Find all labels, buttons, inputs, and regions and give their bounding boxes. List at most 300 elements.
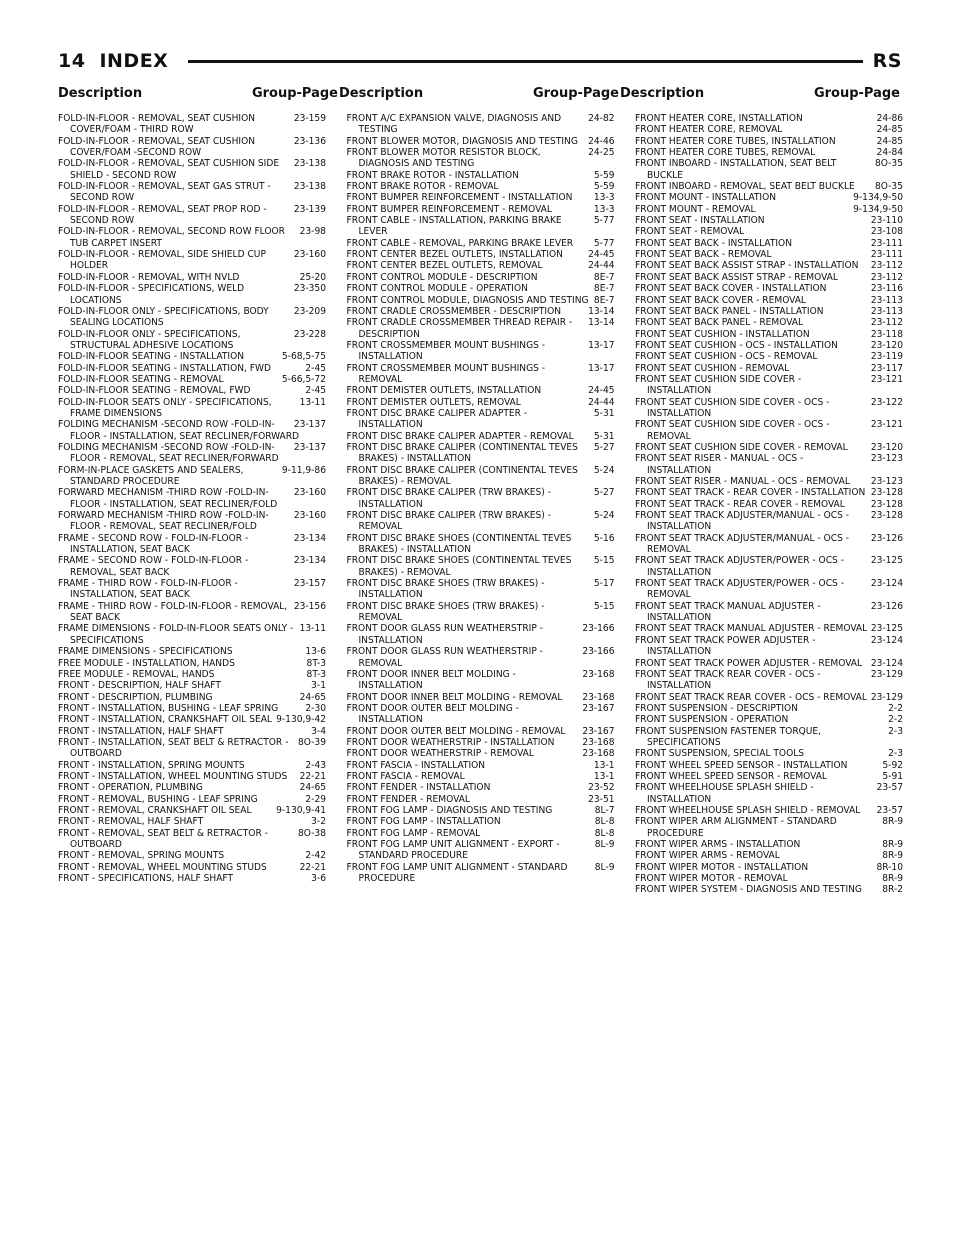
index-entry [635, 374, 903, 397]
entry-page-ref: 23-121 [870, 373, 903, 385]
entry-page-ref: 23-123 [870, 453, 903, 465]
entry-page-ref: 23-57 [876, 782, 903, 794]
entry-page-ref: 5-59 [593, 169, 615, 181]
index-entry [58, 555, 326, 578]
entry-page-ref: 23-138 [293, 181, 326, 193]
index-entry [347, 510, 615, 533]
entry-page-ref: 5-16 [593, 532, 615, 544]
index-entry [347, 839, 615, 862]
index-entry [635, 340, 903, 351]
entry-description: FOLD-IN-FLOOR SEATING - INSTALLATION [58, 351, 245, 363]
index-entry [58, 805, 326, 816]
entry-description: FRONT FENDER - INSTALLATION [346, 782, 491, 794]
entry-page-ref: 24-85 [876, 135, 903, 147]
index-entry [347, 669, 615, 692]
entry-page-ref: 5-27 [593, 441, 615, 453]
entry-description: FRONT WHEELHOUSE SPLASH SHIELD - REMOVAL [635, 804, 861, 816]
index-entry [58, 113, 326, 136]
index-entry [347, 442, 615, 465]
entry-page-ref: 9-134,9-50 [853, 203, 903, 215]
entry-description: FRONT - REMOVAL, WHEEL MOUNTING STUDS [58, 861, 267, 873]
entry-description: FORWARD MECHANISM -THIRD ROW -FOLD-IN-FLOOR - INSTALLATION, SEAT RECLINER/FOLD [58, 487, 278, 510]
group-page-heading: Group-Page [813, 86, 900, 101]
index-columns [58, 113, 903, 1228]
column-heading [339, 86, 619, 101]
entry-description: FRONT HEATER CORE, INSTALLATION [635, 113, 803, 124]
entry-description: FRONT CONTROL MODULE - DESCRIPTION [346, 271, 538, 283]
entry-description: FRONT SUSPENSION, SPECIAL TOOLS [635, 748, 805, 760]
entry-page-ref: 8R-2 [882, 884, 903, 896]
index-entry [635, 862, 903, 873]
index-entry [635, 317, 903, 328]
index-entry [58, 397, 326, 420]
index-entry [58, 306, 326, 329]
entry-page-ref: 23-112 [870, 260, 903, 272]
index-entry [58, 158, 326, 181]
index-entry [635, 816, 903, 839]
entry-description: FRONT FOG LAMP - DIAGNOSIS AND TESTING [346, 804, 553, 816]
index-entry [58, 873, 326, 884]
entry-description: FRONT SEAT - REMOVAL [635, 226, 745, 238]
index-entry [635, 771, 903, 782]
index-entry [347, 272, 615, 283]
entry-page-ref: 23-128 [870, 498, 903, 510]
entry-description: FRONT SEAT TRACK MANUAL ADJUSTER - REMOVAL [635, 623, 868, 635]
entry-page-ref: 8R-9 [882, 850, 903, 862]
entry-description: FRONT SEAT CUSHION - REMOVAL [635, 362, 790, 374]
index-entry [347, 646, 615, 669]
entry-page-ref: 23-159 [293, 113, 326, 124]
entry-page-ref: 24-85 [876, 124, 903, 136]
entry-description: FRONT CENTER BEZEL OUTLETS, REMOVAL [346, 260, 543, 272]
group-page-heading: Group-Page [251, 86, 338, 101]
entry-page-ref: 5-77 [593, 215, 615, 227]
entry-description: FOLD-IN-FLOOR - SPECIFICATIONS, WELD LOCATIONS [58, 283, 245, 306]
entry-page-ref: 23-117 [870, 362, 903, 374]
index-entry [347, 828, 615, 839]
index-entry [58, 862, 326, 873]
entry-description: FRONT FASCIA - REMOVAL [346, 770, 465, 782]
entry-description: FRONT WHEELHOUSE SPLASH SHIELD - INSTALLATION [635, 782, 814, 805]
index-entry [58, 714, 326, 725]
entry-description: FRONT MOUNT - INSTALLATION [635, 192, 777, 204]
entry-description: FRONT FOG LAMP - REMOVAL [346, 827, 481, 839]
index-entry [347, 533, 615, 556]
page-title: INDEX [99, 50, 169, 72]
entry-description: FRONT CABLE - REMOVAL, PARKING BRAKE LEVER [346, 237, 574, 249]
page-number: 14 [58, 50, 86, 72]
entry-description: FRONT DOOR WEATHERSTRIP - INSTALLATION [346, 736, 555, 748]
index-column-2 [347, 113, 615, 1228]
entry-page-ref: 5-24 [593, 510, 615, 522]
entry-page-ref: 23-134 [293, 555, 326, 567]
entry-page-ref: 5-31 [593, 430, 615, 442]
entry-description: FRONT DISC BRAKE SHOES (TRW BRAKES) - INSTALLATION [346, 578, 545, 601]
entry-description: FRONT SUSPENSION - DESCRIPTION [635, 702, 798, 714]
entry-page-ref: 23-51 [588, 793, 615, 805]
index-entry [58, 794, 326, 805]
entry-description: FRONT - REMOVAL, BUSHING - LEAF SPRING [58, 793, 258, 805]
entry-page-ref: 23-121 [870, 419, 903, 431]
entry-description: FRONT FASCIA - INSTALLATION [346, 759, 486, 771]
index-entry [58, 816, 326, 827]
entry-description: FRONT CENTER BEZEL OUTLETS, INSTALLATION [346, 249, 563, 261]
index-entry [635, 124, 903, 135]
entry-page-ref: 24-65 [299, 782, 326, 794]
entry-page-ref: 2-2 [888, 714, 903, 726]
entry-page-ref: 8T-3 [306, 668, 326, 680]
entry-description: FRONT DOOR OUTER BELT MOLDING - INSTALLATION [346, 702, 519, 726]
entry-description: FRONT CROSSMEMBER MOUNT BUSHINGS - REMOVAL [346, 362, 546, 385]
index-entry [347, 170, 615, 181]
entry-page-ref: 8L-8 [594, 827, 615, 839]
index-entry [635, 351, 903, 362]
description-heading: Description [58, 86, 143, 101]
entry-page-ref: 24-65 [299, 691, 326, 703]
entry-page-ref: 23-136 [293, 135, 326, 147]
index-entry [347, 465, 615, 488]
entry-page-ref: 5-68,5-75 [281, 351, 326, 363]
index-entry [347, 555, 615, 578]
index-entry [635, 113, 903, 124]
entry-page-ref: 2-45 [305, 362, 326, 374]
index-entry [58, 226, 326, 249]
entry-description: FOLD-IN-FLOOR SEATS ONLY - SPECIFICATIONS, FRAME DIMENSIONS [58, 396, 272, 419]
entry-page-ref: 23-124 [870, 657, 903, 669]
entry-description: FRAME DIMENSIONS - SPECIFICATIONS [58, 646, 233, 658]
index-column-1 [58, 113, 326, 1228]
entry-description: FRONT DISC BRAKE CALIPER ADAPTER - REMOVAL [346, 430, 574, 442]
entry-description: FRAME DIMENSIONS - FOLD-IN-FLOOR SEATS ONLY - SPECIFICATIONS [58, 623, 294, 646]
index-entry [347, 748, 615, 759]
index-entry [635, 306, 903, 317]
entry-description: FRONT CABLE - INSTALLATION, PARKING BRAKE LEVER [346, 215, 562, 238]
index-entry [58, 601, 326, 624]
entry-description: FRONT DOOR GLASS RUN WEATHERSTRIP - REMOVAL [346, 646, 543, 669]
entry-page-ref: 13-17 [588, 339, 615, 351]
index-entry [635, 555, 903, 578]
entry-description: FRONT BUMPER REINFORCEMENT - REMOVAL [346, 203, 552, 215]
index-entry [58, 510, 326, 533]
page-header [58, 44, 902, 78]
entry-description: FRONT INBOARD - INSTALLATION, SEAT BELT BUCKLE [635, 158, 837, 181]
entry-page-ref: 23-112 [870, 271, 903, 283]
index-entry [58, 623, 326, 646]
entry-description: FRONT FOG LAMP - INSTALLATION [346, 816, 501, 828]
entry-description: FRONT SEAT BACK ASSIST STRAP - REMOVAL [635, 271, 838, 283]
entry-page-ref: 8O-39 [297, 736, 326, 748]
index-entry [635, 272, 903, 283]
entry-page-ref: 13-1 [593, 770, 615, 782]
index-entry [635, 635, 903, 658]
index-entry [635, 397, 903, 420]
entry-description: FRONT BLOWER MOTOR, DIAGNOSIS AND TESTING [346, 135, 578, 147]
index-entry [635, 703, 903, 714]
entry-page-ref: 23-168 [582, 748, 615, 760]
index-entry [635, 158, 903, 181]
entry-description: FRONT WIPER ARM ALIGNMENT - STANDARD PROCEDURE [635, 816, 837, 839]
entry-page-ref: 23-168 [582, 691, 615, 703]
index-entry [347, 760, 615, 771]
entry-page-ref: 23-137 [293, 441, 326, 453]
header-rule [188, 60, 862, 63]
entry-page-ref: 23-126 [870, 600, 903, 612]
entry-page-ref: 23-124 [870, 634, 903, 646]
index-entry [347, 794, 615, 805]
entry-page-ref: 23-129 [870, 668, 903, 680]
entry-page-ref: 8R-9 [882, 839, 903, 850]
entry-description: FRONT SEAT TRACK ADJUSTER/MANUAL - OCS - REMOVAL [635, 532, 850, 556]
index-entry [635, 533, 903, 556]
entry-page-ref: 5-31 [593, 407, 615, 419]
index-entry [347, 805, 615, 816]
entry-description: FRONT - OPERATION, PLUMBING [58, 782, 203, 794]
index-entry [347, 487, 615, 510]
entry-page-ref: 24-25 [588, 147, 615, 159]
index-entry [347, 431, 615, 442]
index-entry [58, 442, 326, 465]
entry-page-ref: 13-11 [299, 396, 326, 408]
index-entry [635, 873, 903, 884]
entry-description: FRONT SEAT TRACK ADJUSTER/POWER - OCS - INSTALLATION [635, 555, 844, 578]
entry-page-ref: 8L-7 [594, 804, 615, 816]
index-entry [347, 726, 615, 737]
entry-description: FORM-IN-PLACE GASKETS AND SEALERS, STANDARD PROCEDURE [58, 464, 244, 487]
entry-description: FOLD-IN-FLOOR ONLY - SPECIFICATIONS, STRUCTURAL ADHESIVE LOCATIONS [58, 328, 241, 351]
entry-description: FRONT DOOR INNER BELT MOLDING - INSTALLATION [346, 668, 516, 692]
entry-page-ref: 8L-9 [594, 839, 615, 850]
entry-page-ref: 23-156 [293, 600, 326, 612]
index-entry [635, 192, 903, 203]
entry-page-ref: 23-160 [293, 487, 326, 499]
entry-page-ref: 23-112 [870, 317, 903, 329]
entry-description: FRONT DISC BRAKE SHOES (TRW BRAKES) - REMOVAL [346, 600, 545, 624]
index-entry [58, 181, 326, 204]
entry-page-ref: 8E-7 [593, 294, 615, 306]
entry-page-ref: 9-130,9-41 [276, 804, 326, 816]
entry-page-ref: 24-44 [588, 396, 615, 408]
index-entry [635, 226, 903, 237]
entry-description: FRONT - INSTALLATION, BUSHING - LEAF SPRING [58, 702, 279, 714]
entry-page-ref: 23-168 [582, 668, 615, 680]
entry-page-ref: 8L-9 [594, 861, 615, 873]
entry-description: FRONT DOOR WEATHERSTRIP - REMOVAL [346, 748, 534, 760]
entry-page-ref: 24-46 [588, 135, 615, 147]
entry-description: FRONT WIPER MOTOR - REMOVAL [635, 873, 788, 885]
entry-description: FRONT WHEEL SPEED SENSOR - REMOVAL [635, 770, 827, 782]
entry-page-ref: 23-166 [582, 646, 615, 658]
entry-page-ref: 23-110 [870, 215, 903, 227]
entry-page-ref: 23-209 [293, 305, 326, 317]
entry-description: FRONT SEAT CUSHION - OCS - REMOVAL [635, 351, 818, 363]
entry-description: FRONT SEAT CUSHION SIDE COVER - INSTALLATION [635, 373, 802, 397]
entry-description: FRONT SEAT BACK COVER - INSTALLATION [635, 283, 827, 295]
index-entry [347, 601, 615, 624]
entry-description: FRONT DEMISTER OUTLETS, INSTALLATION [346, 385, 542, 397]
entry-description: FRONT FOG LAMP UNIT ALIGNMENT - STANDARD PROCEDURE [346, 861, 568, 885]
entry-page-ref: 8E-7 [593, 271, 615, 283]
entry-page-ref: 23-111 [870, 249, 903, 261]
entry-page-ref: 3-1 [311, 680, 326, 692]
index-entry [635, 499, 903, 510]
entry-description: FOLD-IN-FLOOR ONLY - SPECIFICATIONS, BODY SEALING LOCATIONS [58, 305, 269, 329]
entry-description: FRONT SEAT RISER - MANUAL - OCS - INSTALLATION [635, 453, 804, 476]
index-entry [58, 204, 326, 227]
entry-description: FRONT DOOR OUTER BELT MOLDING - REMOVAL [346, 725, 566, 737]
group-page-heading: Group-Page [532, 86, 619, 101]
entry-description: FRONT WHEEL SPEED SENSOR - INSTALLATION [635, 759, 848, 771]
entry-page-ref: 2-45 [305, 385, 326, 397]
entry-page-ref: 23-108 [870, 226, 903, 238]
entry-description: FRONT SEAT CUSHION SIDE COVER - OCS - INSTALLATION [635, 396, 830, 419]
entry-description: FOLD-IN-FLOOR SEATING - REMOVAL, FWD [58, 385, 251, 397]
entry-description: FOLDING MECHANISM -SECOND ROW -FOLD-IN-FLOOR - REMOVAL, SEAT RECLINER/FORWARD [58, 441, 279, 465]
entry-page-ref: 23-167 [582, 702, 615, 714]
index-entry [635, 453, 903, 476]
entry-description: FRONT SEAT CUSHION - OCS - INSTALLATION [635, 339, 838, 351]
index-entry [58, 737, 326, 760]
column-headings [58, 86, 902, 101]
entry-description: FRONT SEAT TRACK - REAR COVER - REMOVAL [635, 498, 845, 510]
entry-page-ref: 5-77 [593, 237, 615, 249]
entry-description: FOLDING MECHANISM -SECOND ROW -FOLD-IN-FLOOR - INSTALLATION, SEAT RECLINER/FORWARD [58, 419, 300, 442]
entry-description: FRONT SEAT BACK - INSTALLATION [635, 237, 792, 249]
entry-page-ref: 8O-35 [874, 181, 903, 193]
index-entry [635, 726, 903, 749]
entry-page-ref: 23-350 [293, 283, 326, 295]
entry-description: FRONT SEAT BACK PANEL - INSTALLATION [635, 305, 824, 317]
entry-description: FRONT DISC BRAKE CALIPER ADAPTER - INSTALLATION [346, 407, 528, 431]
entry-description: FRONT SEAT RISER - MANUAL - OCS - REMOVAL [635, 476, 850, 487]
entry-page-ref: 23-118 [870, 328, 903, 340]
index-entry [58, 828, 326, 851]
index-entry [635, 260, 903, 271]
entry-page-ref: 23-160 [293, 249, 326, 261]
entry-page-ref: 5-24 [593, 464, 615, 476]
entry-description: FRONT HEATER CORE, REMOVAL [635, 124, 783, 136]
index-entry [58, 351, 326, 362]
entry-page-ref: 5-91 [882, 770, 903, 782]
index-entry [635, 147, 903, 158]
entry-page-ref: 23-138 [293, 158, 326, 170]
description-heading: Description [620, 86, 705, 101]
index-entry [58, 363, 326, 374]
entry-description: FRONT BRAKE ROTOR - INSTALLATION [346, 169, 519, 181]
entry-page-ref: 23-125 [870, 623, 903, 635]
entry-page-ref: 3-6 [311, 873, 326, 885]
index-entry [635, 850, 903, 861]
index-entry [635, 884, 903, 895]
index-entry [635, 295, 903, 306]
index-entry [635, 215, 903, 226]
index-entry [347, 397, 615, 408]
entry-page-ref: 5-92 [882, 759, 903, 771]
entry-page-ref: 8O-38 [297, 827, 326, 839]
index-entry [347, 181, 615, 192]
entry-description: FRONT SUSPENSION FASTENER TORQUE, SPECIFICATIONS [635, 725, 822, 748]
index-entry [347, 317, 615, 340]
index-entry [58, 782, 326, 793]
index-entry [347, 692, 615, 703]
index-entry [58, 669, 326, 680]
index-entry [58, 465, 326, 488]
entry-description: FRONT DISC BRAKE CALIPER (CONTINENTAL TEVES BRAKES) - INSTALLATION [346, 441, 578, 465]
index-entry [58, 680, 326, 691]
description-heading: Description [339, 86, 424, 101]
entry-description: FRONT BLOWER MOTOR RESISTOR BLOCK, DIAGNOSIS AND TESTING [346, 147, 541, 170]
index-entry [635, 623, 903, 634]
index-entry [347, 737, 615, 748]
index-entry [58, 136, 326, 159]
index-entry [58, 760, 326, 771]
entry-page-ref: 13-14 [588, 317, 615, 329]
index-entry [635, 760, 903, 771]
entry-description: FRONT - SPECIFICATIONS, HALF SHAFT [58, 873, 234, 885]
entry-description: FREE MODULE - INSTALLATION, HANDS [58, 657, 235, 669]
entry-description: FOLD-IN-FLOOR SEATING - INSTALLATION, FWD [58, 362, 271, 374]
entry-page-ref: 23-128 [870, 510, 903, 522]
entry-description: FRONT - DESCRIPTION, HALF SHAFT [58, 680, 221, 692]
entry-page-ref: 23-168 [582, 736, 615, 748]
entry-page-ref: 8E-7 [593, 283, 615, 295]
entry-description: FOLD-IN-FLOOR - REMOVAL, SEAT CUSHION COVER/FOAM - THIRD ROW [58, 113, 256, 136]
entry-description: FRONT DEMISTER OUTLETS, REMOVAL [346, 396, 521, 408]
index-entry [635, 181, 903, 192]
entry-page-ref: 13-17 [588, 362, 615, 374]
entry-page-ref: 24-45 [588, 385, 615, 397]
entry-description: FRONT DISC BRAKE CALIPER (TRW BRAKES) - INSTALLATION [346, 487, 552, 510]
entry-description: FRONT SEAT BACK PANEL - REMOVAL [635, 317, 804, 329]
index-entry [347, 578, 615, 601]
entry-description: FRONT SEAT TRACK MANUAL ADJUSTER - INSTALLATION [635, 600, 821, 624]
index-entry [635, 510, 903, 533]
index-entry [635, 329, 903, 340]
entry-description: FORWARD MECHANISM -THIRD ROW -FOLD-IN-FLOOR - REMOVAL, SEAT RECLINER/FOLD [58, 510, 269, 533]
entry-page-ref: 23-228 [293, 328, 326, 340]
index-entry [58, 726, 326, 737]
entry-page-ref: 8R-9 [882, 873, 903, 885]
index-entry [347, 340, 615, 363]
entry-description: FRONT SEAT BACK - REMOVAL [635, 249, 772, 261]
entry-page-ref: 5-27 [593, 487, 615, 499]
entry-description: FRONT - REMOVAL, SPRING MOUNTS [58, 850, 225, 862]
index-entry [347, 782, 615, 793]
index-entry [347, 703, 615, 726]
entry-description: FRONT FENDER - REMOVAL [346, 793, 470, 805]
index-entry [635, 692, 903, 703]
index-entry [58, 272, 326, 283]
entry-page-ref: 3-4 [311, 725, 326, 737]
entry-page-ref: 23-113 [870, 294, 903, 306]
entry-page-ref: 13-14 [588, 305, 615, 317]
entry-description: FOLD-IN-FLOOR - REMOVAL, SEAT GAS STRUT - SECOND ROW [58, 181, 271, 204]
index-entry [58, 419, 326, 442]
entry-description: FRONT WIPER SYSTEM - DIAGNOSIS AND TESTING [635, 884, 862, 896]
entry-description: FOLD-IN-FLOOR - REMOVAL, SEAT CUSHION SIDE SHIELD - SECOND ROW [58, 158, 280, 181]
entry-description: FRONT - INSTALLATION, WHEEL MOUNTING STUDS [58, 770, 288, 782]
entry-description: FRONT DOOR GLASS RUN WEATHERSTRIP - INSTALLATION [346, 623, 543, 646]
index-entry [635, 476, 903, 487]
entry-page-ref: 2-29 [305, 793, 326, 805]
index-entry [635, 805, 903, 816]
entry-page-ref: 8O-35 [874, 158, 903, 170]
entry-description: FRONT - REMOVAL, SEAT BELT & RETRACTOR - OUTBOARD [58, 827, 268, 850]
entry-page-ref: 22-21 [299, 770, 326, 782]
index-entry [58, 374, 326, 385]
index-entry [347, 215, 615, 238]
index-entry [635, 442, 903, 453]
entry-page-ref: 23-139 [293, 203, 326, 215]
